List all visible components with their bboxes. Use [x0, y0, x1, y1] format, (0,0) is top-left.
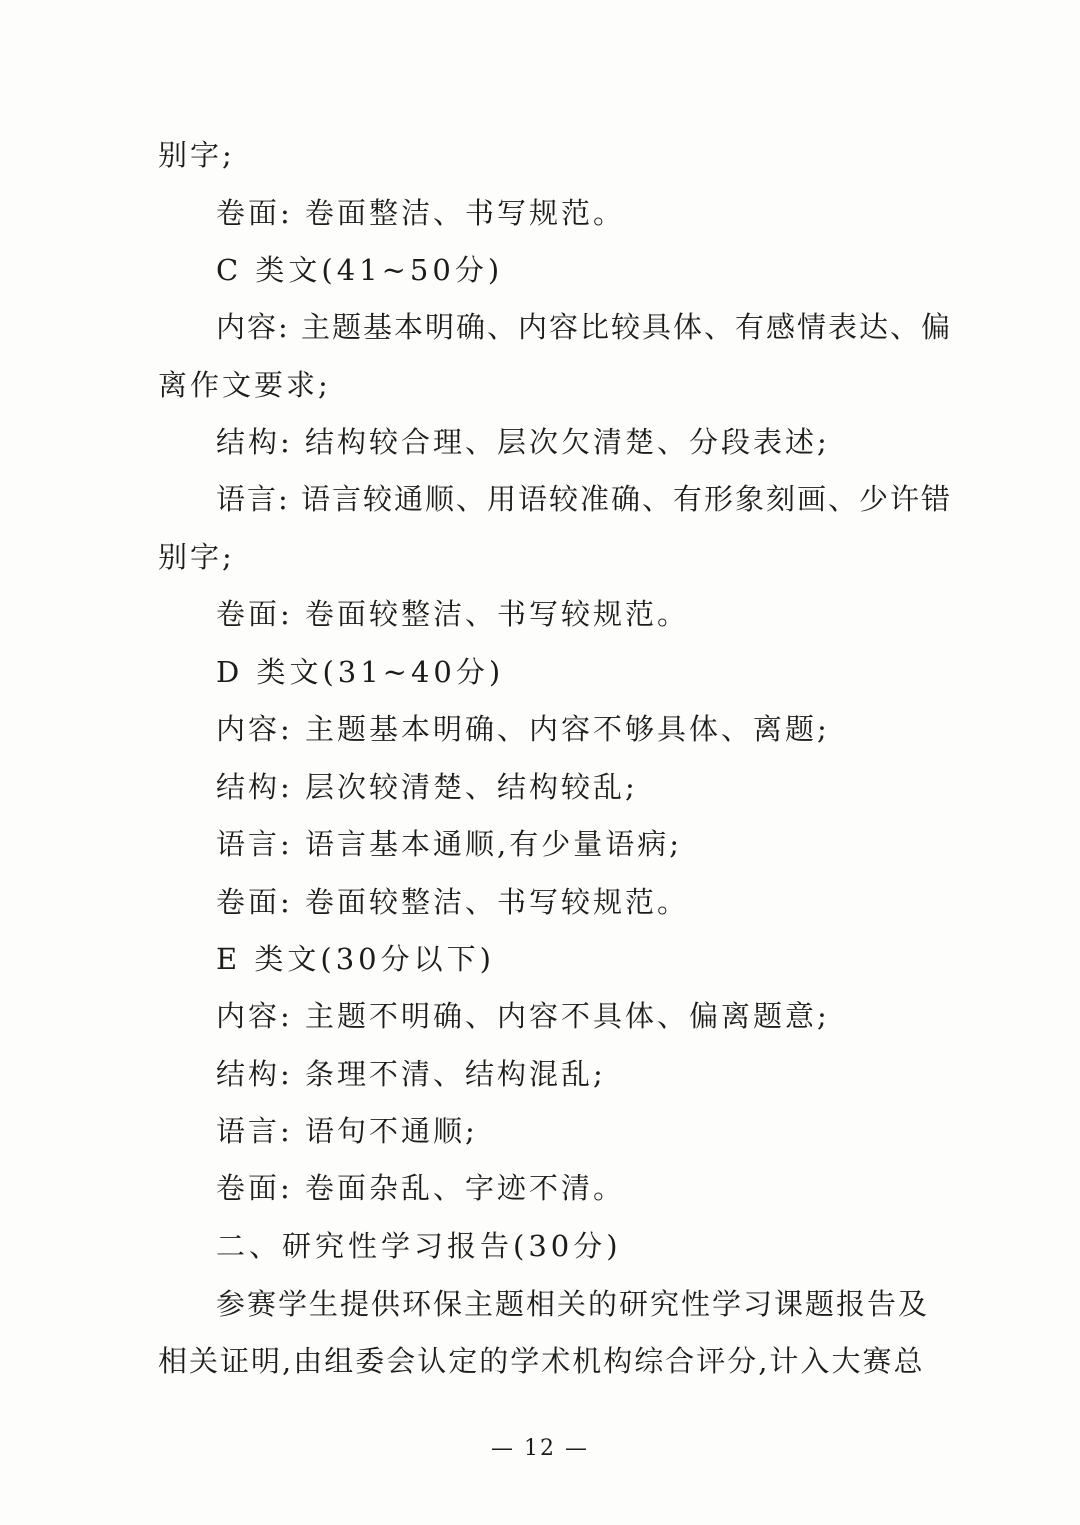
text-line: 别字;: [158, 138, 235, 172]
section-heading: D 类文(31~40分): [216, 655, 505, 689]
text-line: 语言: 语言较通顺、用语较准确、有形象刻画、少许错: [216, 482, 952, 516]
section-heading: 二、研究性学习报告(30分): [216, 1229, 622, 1263]
section-heading: C 类文(41~50分): [216, 253, 504, 287]
text-line: 相关证明,由组委会认定的学术机构综合评分,计入大赛总: [158, 1344, 925, 1378]
text-line: 结构: 条理不清、结构混乱;: [216, 1057, 606, 1091]
section-heading: E 类文(30分以下): [216, 942, 495, 976]
text-line: 内容: 主题不明确、内容不具体、偏离题意;: [216, 999, 830, 1033]
text-line: 结构: 结构较合理、层次欠清楚、分段表述;: [216, 425, 830, 459]
text-line: 卷面: 卷面杂乱、字迹不清。: [216, 1171, 625, 1205]
text-line: 内容: 主题基本明确、内容不够具体、离题;: [216, 712, 830, 746]
text-line: 结构: 层次较清楚、结构较乱;: [216, 770, 638, 804]
text-line: 卷面: 卷面较整洁、书写较规范。: [216, 597, 689, 631]
text-line: 语言: 语句不通顺;: [216, 1114, 478, 1148]
text-line: 离作文要求;: [158, 368, 331, 402]
text-line: 参赛学生提供环保主题相关的研究性学习课题报告及: [216, 1287, 930, 1321]
page-number: — 12 —: [491, 1436, 589, 1461]
text-line: 卷面: 卷面较整洁、书写较规范。: [216, 885, 689, 919]
text-line: 内容: 主题基本明确、内容比较具体、有感情表达、偏: [216, 310, 952, 344]
text-line: 别字;: [158, 540, 235, 574]
text-line: 卷面: 卷面整洁、书写规范。: [216, 196, 625, 230]
text-line: 语言: 语言基本通顺,有少量语病;: [216, 827, 682, 861]
